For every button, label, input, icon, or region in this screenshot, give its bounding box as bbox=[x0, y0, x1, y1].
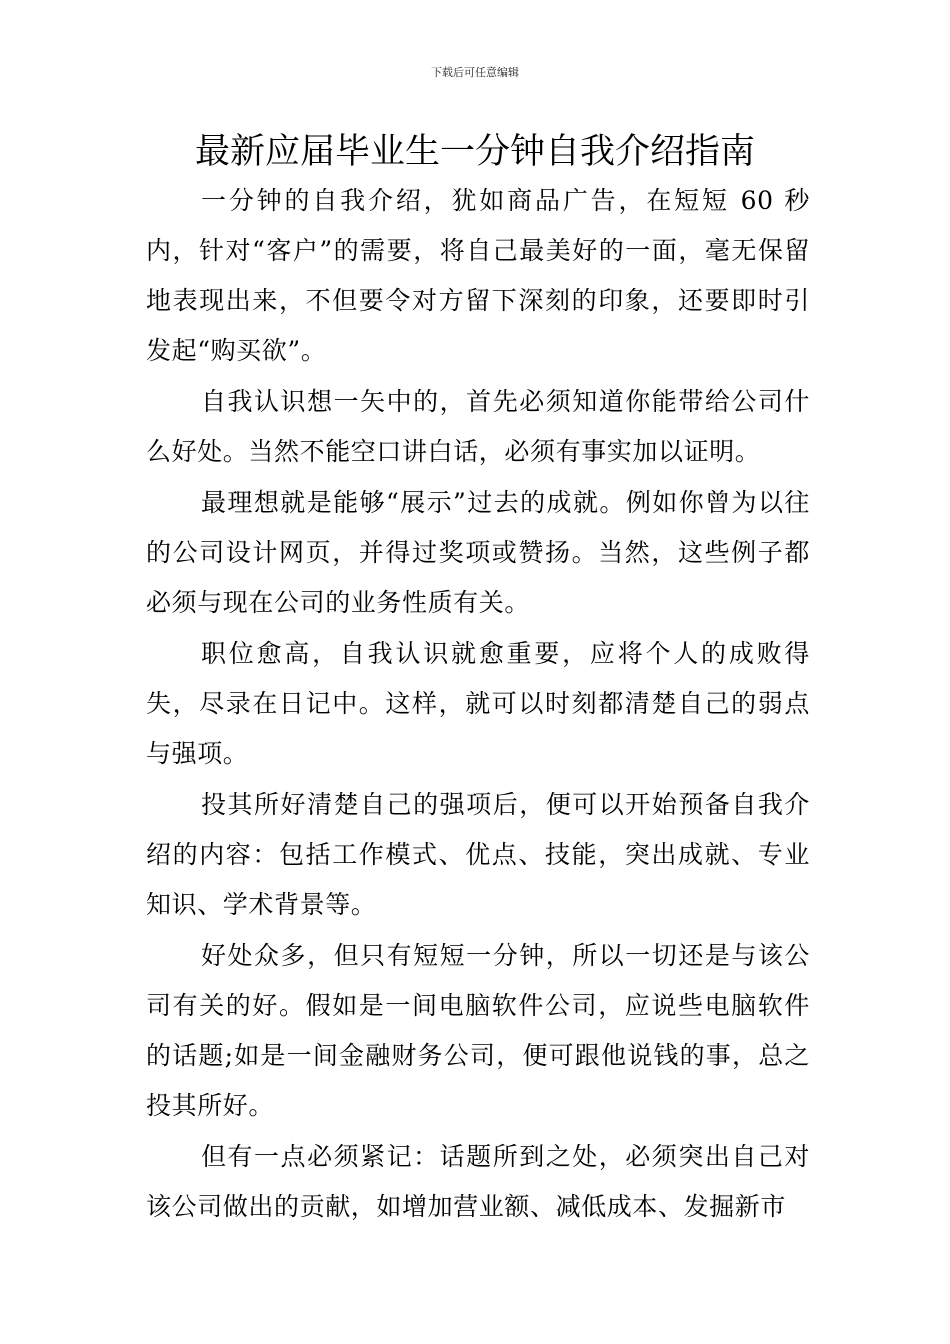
paragraph: 最理想就是能够“展示”过去的成就。例如你曾为以往的公司设计网页，并得过奖项或赞扬。当然，这些例子都必须与现在公司的业务性质有关。 bbox=[146, 488, 810, 617]
paragraph: 投其所好清楚自己的强项后，便可以开始预备自我介绍的内容：包括工作模式、优点、技能，突出成就、专业知识、学术背景等。 bbox=[146, 790, 810, 919]
header-note: 下载后可任意编辑 bbox=[431, 66, 519, 79]
paragraph: 自我认识想一矢中的，首先必须知道你能带给公司什么好处。当然不能空口讲白话，必须有事实加以证明。 bbox=[146, 387, 810, 466]
paragraph: 一分钟的自我介绍，犹如商品广告，在短短 60 秒内，针对“客户”的需要，将自己最美好的一面，毫无保留地表现出来，不但要令对方留下深刻的印象，还要即时引发起“购买欲”。 bbox=[146, 186, 810, 365]
paragraph: 职位愈高，自我认识就愈重要，应将个人的成败得失，尽录在日记中。这样，就可以时刻都清楚自己的弱点与强项。 bbox=[146, 639, 810, 768]
paragraph: 好处众多，但只有短短一分钟，所以一切还是与该公司有关的好。假如是一间电脑软件公司，应说些电脑软件的话题;如是一间金融财务公司，便可跟他说钱的事，总之投其所好。 bbox=[146, 941, 810, 1120]
paragraph: 但有一点必须紧记：话题所到之处，必须突出自己对该公司做出的贡献，如增加营业额、减低成本、发掘新市 bbox=[146, 1142, 810, 1221]
document-body bbox=[146, 176, 810, 1233]
document-title: 最新应届毕业生一分钟自我介绍指南 bbox=[194, 132, 755, 172]
